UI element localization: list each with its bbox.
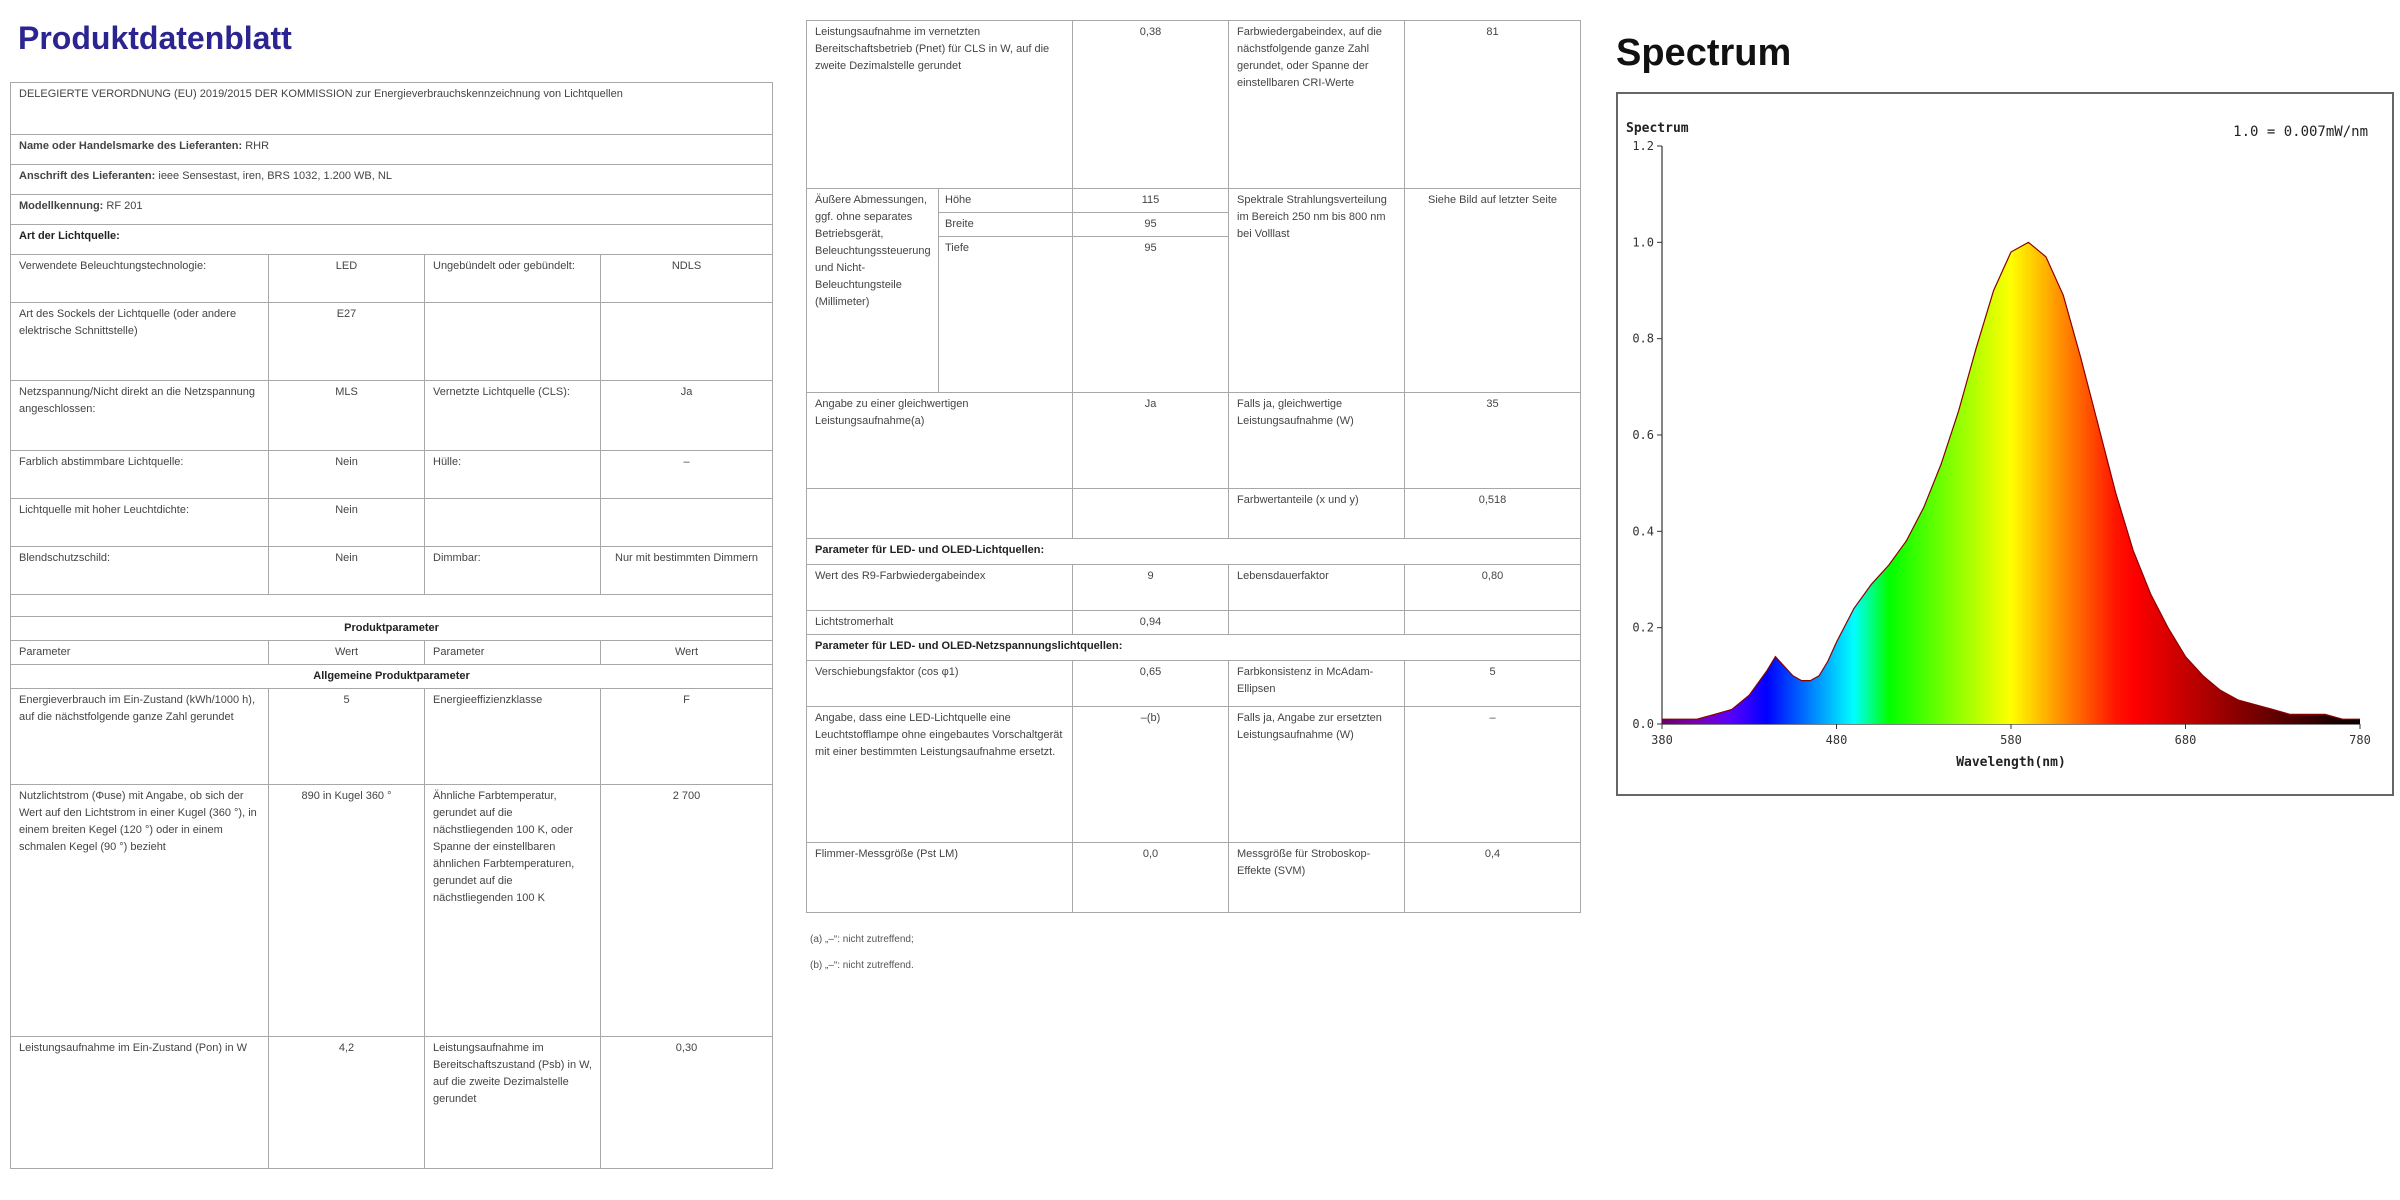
table-row: Leistungsaufnahme im Ein-Zustand (Pon) in W 4,2 Leistungsaufnahme im Bereitschaftszustand (Psb) in W, auf die zweite Dezimalstelle gerundet 0,30 <box>11 1037 773 1169</box>
y-tick-label: 0.6 <box>1632 428 1654 442</box>
table-row: Lichtquelle mit hoher Leuchtdichte: Nein <box>11 499 773 547</box>
table-row: Lichtstromerhalt 0,94 <box>807 611 1581 635</box>
y-tick-label: 0.4 <box>1632 524 1654 539</box>
dimensions-row: Äußere Abmessungen, ggf. ohne separates Betriebsgerät, Beleuchtungssteuerung und Nicht-Beleuchtungsteile (Millimeter) Höhe Breite Tiefe 115 95 95 Spektrale Strahlungsverteilung im Bereich 250 nm bis 800 nm bei Volllast Siehe Bild auf letzter Seite <box>807 189 1581 393</box>
y-tick-label: 1.0 <box>1632 235 1654 250</box>
table-row: Leistungsaufnahme im vernetzten Bereitschaftsbetrieb (Pnet) für CLS in W, auf die zweite Dezimalstelle gerundet 0,38 Farbwiedergabeindex, auf die nächstfolgende ganze Zahl gerundet, oder Spanne der einstellbaren CRI-Werte 81 <box>807 21 1581 189</box>
x-axis-label: Wavelength(nm) <box>1956 755 2066 770</box>
footnote-b: (b) „–“: nicht zutreffend. <box>810 960 914 971</box>
mains-params-heading: Parameter für LED- und OLED-Netzspannungslichtquellen: <box>807 635 1581 661</box>
supplier-row: Name oder Handelsmarke des Lieferanten: RHR <box>11 135 773 165</box>
y-tick-label: 1.2 <box>1632 139 1654 153</box>
spectrum-title: Spectrum <box>1616 32 1792 74</box>
product-params-heading: Produktparameter <box>11 617 773 641</box>
regulation-text: DELEGIERTE VERORDNUNG (EU) 2019/2015 DER KOMMISSION zur Energieverbrauchskennzeichnung von Lichtquellen <box>11 83 773 135</box>
table-row: Netzspannung/Nicht direkt an die Netzspannung angeschlossen: MLS Vernetzte Lichtquelle (CLS): Ja <box>11 381 773 451</box>
spectrum-chart-frame <box>1616 92 2394 796</box>
light-type-heading: Art der Lichtquelle: <box>11 225 773 255</box>
x-tick-label: 580 <box>2000 733 2022 747</box>
footnote-a: (a) „–“: nicht zutreffend; <box>810 934 914 945</box>
address-row: Anschrift des Lieferanten: ieee Sensestast, iren, BRS 1032, 1.200 WB, NL <box>11 165 773 195</box>
param-header-row: Parameter Wert Parameter Wert <box>11 641 773 665</box>
spectrum-area <box>1662 242 2360 724</box>
table-row: Blendschutzschild: Nein Dimmbar: Nur mit bestimmten Dimmern <box>11 547 773 595</box>
x-tick-label: 680 <box>2174 733 2197 747</box>
table-row: Angabe, dass eine LED-Lichtquelle eine Leuchtstofflampe ohne eingebautes Vorschaltgerät mit einer bestimmten Leistungsaufnahme ersetzt. –(b) Falls ja, Angabe zur ersetzten Leistungsaufnahme (W) – <box>807 707 1581 843</box>
y-tick-label: 0.2 <box>1632 620 1654 635</box>
datasheet-left-table <box>10 82 773 1169</box>
table-row: Angabe zu einer gleichwertigen Leistungsaufnahme(a) Ja Falls ja, gleichwertige Leistungsaufnahme (W) 35 <box>807 393 1581 489</box>
model-row: Modellkennung: RF 201 <box>11 195 773 225</box>
table-row: Farblich abstimmbare Lichtquelle: Nein Hülle: – <box>11 451 773 499</box>
table-row: Nutzlichtstrom (Φuse) mit Angabe, ob sich der Wert auf den Lichtstrom in einer Kugel (360 °), in einem breiten Kegel (120 °) oder in einem schmalen Kegel (90 °) bezieht 890 in Kugel 360 ° Ähnliche Farbtemperatur, gerundet auf die nächstliegenden 100 K, oder Spanne der einstellbaren ähnlichen Farbtemperaturen, gerundet auf die nächstliegenden 100 K 2 700 <box>11 785 773 1037</box>
led-params-heading: Parameter für LED- und OLED-Lichtquellen: <box>807 539 1581 565</box>
y-tick-label: 0.0 <box>1632 717 1654 731</box>
table-row: Flimmer-Messgröße (Pst LM) 0,0 Messgröße für Stroboskop-Effekte (SVM) 0,4 <box>807 843 1581 913</box>
spectrum-chart <box>1618 94 2392 794</box>
datasheet-title: Produktdatenblatt <box>18 20 292 56</box>
spectrum-readout: 1.0 = 0.007mW/nm <box>2233 124 2368 140</box>
x-tick-label: 380 <box>1651 733 1673 747</box>
table-row: Farbwertanteile (x und y) 0,518 <box>807 489 1581 539</box>
spectrum-inner-label: Spectrum <box>1626 121 1689 136</box>
table-row: Verwendete Beleuchtungstechnologie: LED Ungebündelt oder gebündelt: NDLS <box>11 255 773 303</box>
datasheet-middle-table <box>806 20 1581 913</box>
table-row: Verschiebungsfaktor (cos φ1) 0,65 Farbkonsistenz in McAdam-Ellipsen 5 <box>807 661 1581 707</box>
table-row: Energieverbrauch im Ein-Zustand (kWh/1000 h), auf die nächstfolgende ganze Zahl gerundet 5 Energieeffizienzklasse F <box>11 689 773 785</box>
x-tick-label: 780 <box>2349 733 2371 747</box>
table-row: Art des Sockels der Lichtquelle (oder andere elektrische Schnittstelle) E27 <box>11 303 773 381</box>
table-row: Wert des R9-Farbwiedergabeindex 9 Lebensdauerfaktor 0,80 <box>807 565 1581 611</box>
x-tick-label: 480 <box>1825 733 1848 747</box>
y-tick-label: 0.8 <box>1632 331 1654 346</box>
general-params-heading: Allgemeine Produktparameter <box>11 665 773 689</box>
